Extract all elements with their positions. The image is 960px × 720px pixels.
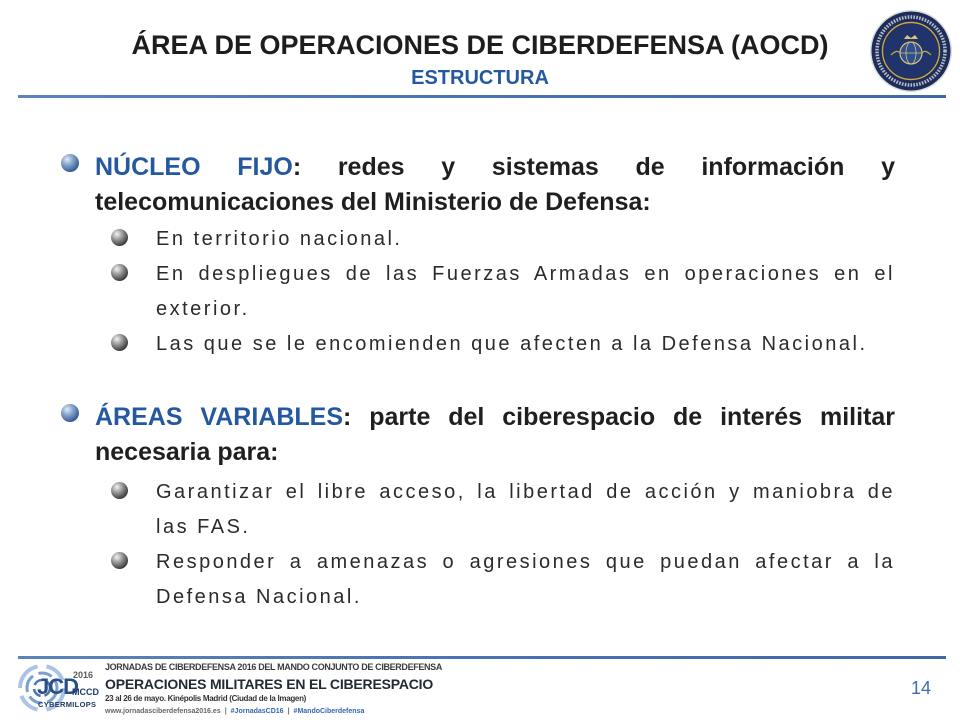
logo-text-jcd: JCD <box>37 674 79 699</box>
section-heading-line <box>95 150 895 185</box>
section-text: necesaria para: <box>95 438 279 466</box>
footer-hashtag: #MandoCiberdefensa <box>293 708 365 715</box>
logo-text-year: 2016 <box>73 670 94 680</box>
section-text: : parte del ciberespacio de interés militar <box>343 403 895 431</box>
sphere-bullet-icon <box>111 552 128 569</box>
section-areas-variables <box>0 400 960 615</box>
sphere-bullet-icon <box>111 482 128 499</box>
sub-item-list <box>0 222 960 362</box>
list-item <box>0 475 960 545</box>
list-item-text: exterior. <box>156 298 250 320</box>
footer-website: www.jornadasciberdefensa2016.es <box>105 708 221 715</box>
section-label: ÁREAS VARIABLES <box>95 403 344 431</box>
sub-item-list <box>0 475 960 615</box>
sphere-bullet-icon <box>111 264 128 281</box>
footer-hashtag: #JornadasCD16 <box>230 708 284 715</box>
section-nucleo-fijo <box>0 150 960 362</box>
list-item-text: En territorio nacional. <box>156 228 403 250</box>
section-text: : redes y sistemas de información y <box>292 153 895 181</box>
header-divider <box>18 95 946 98</box>
list-item-text: Las que se le encomienden que afecten a la Defensa Nacional. <box>156 333 868 355</box>
list-item-text: Responder a amenazas o agresiones que puedan afectar a la <box>156 551 895 573</box>
logo-text-tagline: CYBERMILOPS <box>38 700 97 709</box>
slide-title: ÁREA DE OPERACIONES DE CIBERDEFENSA (AOCD) <box>131 30 829 60</box>
section-heading-line <box>95 400 895 435</box>
slide-subtitle: ESTRUCTURA <box>411 67 549 89</box>
footer-event-line: JORNADAS DE CIBERDEFENSA 2016 DEL MANDO CONJUNTO DE CIBERDEFENSA <box>105 662 442 672</box>
list-item <box>0 545 960 615</box>
footer-divider <box>18 656 946 659</box>
section-heading-line <box>95 185 895 220</box>
sphere-bullet-icon <box>111 229 128 246</box>
emblem-seal-icon <box>869 9 953 93</box>
footer-separator: | <box>224 708 227 715</box>
page-number: 14 <box>911 678 932 698</box>
sphere-bullet-icon <box>61 404 79 422</box>
list-item <box>0 257 960 327</box>
sphere-bullet-icon <box>111 334 128 351</box>
footer-links <box>105 707 364 716</box>
section-label: NÚCLEO FIJO <box>95 153 293 181</box>
list-item <box>0 327 960 362</box>
sphere-bullet-icon <box>61 154 79 172</box>
list-item-text: las FAS. <box>156 516 251 538</box>
list-item-text: Defensa Nacional. <box>156 586 362 608</box>
footer-separator: | <box>287 708 290 715</box>
list-item-text: En despliegues de las Fuerzas Armadas en operaciones en el <box>156 263 895 285</box>
logo-text-mccd: MCCD <box>72 687 99 697</box>
section-heading-line <box>95 435 895 470</box>
section-text: telecomunicaciones del Ministerio de Defensa: <box>95 188 651 216</box>
footer-event-dates: 23 al 26 de mayo. Kinépolis Madrid (Ciudad de la Imagen) <box>105 694 307 703</box>
list-item-text: Garantizar el libre acceso, la libertad de acción y maniobra de <box>156 481 895 503</box>
list-item <box>0 222 960 257</box>
footer-event-title: OPERACIONES MILITARES EN EL CIBERESPACIO <box>105 676 434 692</box>
